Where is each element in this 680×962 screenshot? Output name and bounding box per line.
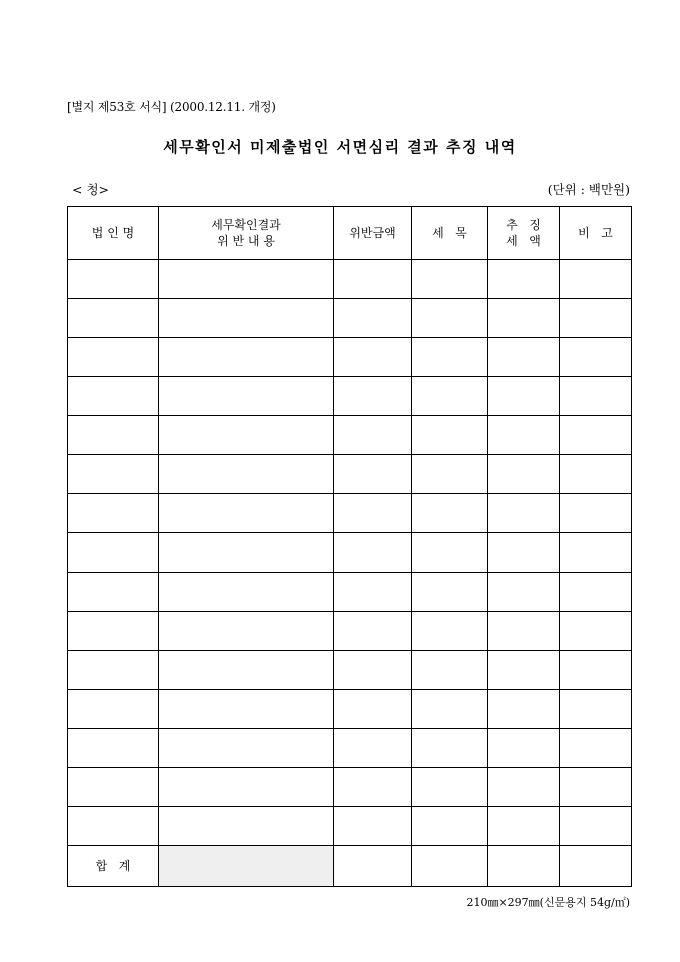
collection-table xyxy=(67,206,632,887)
header-tax-item: 세 목 xyxy=(412,207,488,260)
tax-item-cell[interactable] xyxy=(412,260,488,299)
remarks-cell[interactable] xyxy=(560,806,632,845)
total-remarks-cell[interactable] xyxy=(560,846,632,887)
remarks-cell[interactable] xyxy=(560,338,632,377)
table-row xyxy=(68,494,632,533)
remarks-cell[interactable] xyxy=(560,494,632,533)
header-violation-line2: 위 반 내 용 xyxy=(217,234,275,248)
violation-cell[interactable] xyxy=(159,767,334,806)
table-row xyxy=(68,806,632,845)
corp-name-cell[interactable] xyxy=(68,611,159,650)
violation-cell[interactable] xyxy=(159,728,334,767)
remarks-cell[interactable] xyxy=(560,455,632,494)
collected-cell[interactable] xyxy=(488,338,560,377)
corp-name-cell[interactable] xyxy=(68,767,159,806)
total-tax-item-cell[interactable] xyxy=(412,846,488,887)
header-collected xyxy=(488,207,560,260)
total-row xyxy=(68,846,632,887)
corp-name-cell[interactable] xyxy=(68,299,159,338)
amount-cell[interactable] xyxy=(334,806,412,845)
corp-name-cell[interactable] xyxy=(68,572,159,611)
remarks-cell[interactable] xyxy=(560,572,632,611)
collected-cell[interactable] xyxy=(488,455,560,494)
amount-cell[interactable] xyxy=(334,299,412,338)
amount-cell[interactable] xyxy=(334,533,412,572)
collected-cell[interactable] xyxy=(488,572,560,611)
header-violation xyxy=(159,207,334,260)
table-row xyxy=(68,260,632,299)
header-collected-line2: 세 액 xyxy=(506,234,541,248)
remarks-cell[interactable] xyxy=(560,611,632,650)
total-collected-cell[interactable] xyxy=(488,846,560,887)
collected-cell[interactable] xyxy=(488,299,560,338)
corp-name-cell[interactable] xyxy=(68,494,159,533)
table-row xyxy=(68,767,632,806)
tax-item-cell[interactable] xyxy=(412,572,488,611)
office-label: < 청> xyxy=(72,182,109,197)
remarks-cell[interactable] xyxy=(560,377,632,416)
violation-cell[interactable] xyxy=(159,416,334,455)
corp-name-cell[interactable] xyxy=(68,416,159,455)
corp-name-cell[interactable] xyxy=(68,806,159,845)
violation-cell[interactable] xyxy=(159,689,334,728)
collected-cell[interactable] xyxy=(488,767,560,806)
document-title: 세무확인서 미제출법인 서면심리 결과 추징 내역 xyxy=(163,138,517,156)
violation-cell[interactable] xyxy=(159,338,334,377)
tax-item-cell[interactable] xyxy=(412,338,488,377)
violation-cell[interactable] xyxy=(159,572,334,611)
violation-cell[interactable] xyxy=(159,455,334,494)
table-row xyxy=(68,572,632,611)
table-row xyxy=(68,455,632,494)
amount-cell[interactable] xyxy=(334,650,412,689)
total-shaded-cell xyxy=(159,846,334,887)
corp-name-cell[interactable] xyxy=(68,650,159,689)
remarks-cell[interactable] xyxy=(560,299,632,338)
header-violation-line1: 세무확인결과 xyxy=(211,218,281,232)
collected-cell[interactable] xyxy=(488,377,560,416)
amount-cell[interactable] xyxy=(334,494,412,533)
violation-cell[interactable] xyxy=(159,494,334,533)
amount-cell[interactable] xyxy=(334,728,412,767)
total-label: 합 계 xyxy=(68,846,159,887)
table-body xyxy=(68,260,632,846)
header-amount: 위반금액 xyxy=(334,207,412,260)
amount-cell[interactable] xyxy=(334,416,412,455)
table-row xyxy=(68,728,632,767)
amount-cell[interactable] xyxy=(334,260,412,299)
tax-item-cell[interactable] xyxy=(412,416,488,455)
amount-cell[interactable] xyxy=(334,572,412,611)
amount-cell[interactable] xyxy=(334,689,412,728)
violation-cell[interactable] xyxy=(159,611,334,650)
collected-cell[interactable] xyxy=(488,533,560,572)
tax-item-cell[interactable] xyxy=(412,299,488,338)
remarks-cell[interactable] xyxy=(560,260,632,299)
corp-name-cell[interactable] xyxy=(68,689,159,728)
collected-cell[interactable] xyxy=(488,806,560,845)
table-row xyxy=(68,377,632,416)
collected-cell[interactable] xyxy=(488,494,560,533)
violation-cell[interactable] xyxy=(159,377,334,416)
tax-item-cell[interactable] xyxy=(412,611,488,650)
table-row xyxy=(68,338,632,377)
total-amount-cell[interactable] xyxy=(334,846,412,887)
remarks-cell[interactable] xyxy=(560,533,632,572)
table-row xyxy=(68,533,632,572)
table-row xyxy=(68,650,632,689)
violation-cell[interactable] xyxy=(159,533,334,572)
violation-cell[interactable] xyxy=(159,299,334,338)
violation-cell[interactable] xyxy=(159,260,334,299)
collected-cell[interactable] xyxy=(488,611,560,650)
table-row xyxy=(68,416,632,455)
collected-cell[interactable] xyxy=(488,416,560,455)
remarks-cell[interactable] xyxy=(560,689,632,728)
collected-cell[interactable] xyxy=(488,650,560,689)
violation-cell[interactable] xyxy=(159,650,334,689)
collected-cell[interactable] xyxy=(488,260,560,299)
header-row xyxy=(68,207,632,260)
collected-cell[interactable] xyxy=(488,728,560,767)
paper-spec-note: 210㎜×297㎜(신문용지 54g/㎡) xyxy=(466,896,630,909)
corp-name-cell[interactable] xyxy=(68,338,159,377)
header-corp-name: 법 인 명 xyxy=(68,207,159,260)
amount-cell[interactable] xyxy=(334,767,412,806)
unit-label: (단위 : 백만원) xyxy=(547,182,630,197)
corp-name-cell[interactable] xyxy=(68,728,159,767)
corp-name-cell[interactable] xyxy=(68,455,159,494)
tax-item-cell[interactable] xyxy=(412,455,488,494)
tax-item-cell[interactable] xyxy=(412,728,488,767)
corp-name-cell[interactable] xyxy=(68,377,159,416)
header-collected-line1: 추 징 xyxy=(506,218,541,232)
form-reference: [별지 제53호 서식] (2000.12.11. 개정) xyxy=(67,100,276,114)
remarks-cell[interactable] xyxy=(560,416,632,455)
corp-name-cell[interactable] xyxy=(68,260,159,299)
remarks-cell[interactable] xyxy=(560,767,632,806)
violation-cell[interactable] xyxy=(159,806,334,845)
amount-cell[interactable] xyxy=(334,338,412,377)
tax-item-cell[interactable] xyxy=(412,533,488,572)
tax-item-cell[interactable] xyxy=(412,650,488,689)
table-row xyxy=(68,611,632,650)
remarks-cell[interactable] xyxy=(560,650,632,689)
tax-item-cell[interactable] xyxy=(412,806,488,845)
table-row xyxy=(68,299,632,338)
tax-item-cell[interactable] xyxy=(412,767,488,806)
corp-name-cell[interactable] xyxy=(68,533,159,572)
header-remarks: 비 고 xyxy=(560,207,632,260)
remarks-cell[interactable] xyxy=(560,728,632,767)
amount-cell[interactable] xyxy=(334,377,412,416)
amount-cell[interactable] xyxy=(334,455,412,494)
collected-cell[interactable] xyxy=(488,689,560,728)
tax-item-cell[interactable] xyxy=(412,494,488,533)
table-row xyxy=(68,689,632,728)
amount-cell[interactable] xyxy=(334,611,412,650)
tax-item-cell[interactable] xyxy=(412,689,488,728)
tax-item-cell[interactable] xyxy=(412,377,488,416)
